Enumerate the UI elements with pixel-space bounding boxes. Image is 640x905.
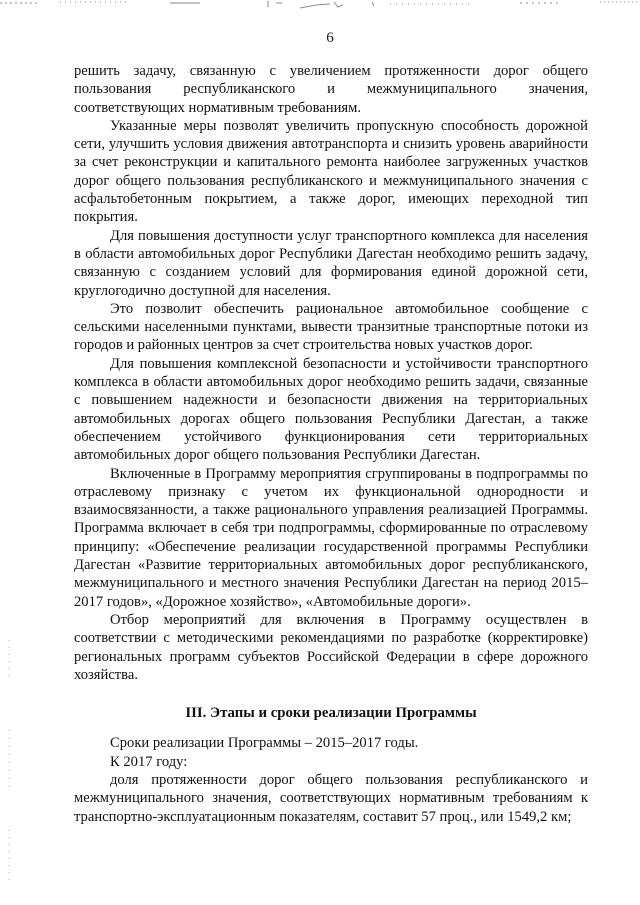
- paragraph-3: Для повышения доступности услуг транспортного комплекса для населения в области автомобильных дорог Республики Дагестан необходимо решить задачу, связанную с созданием условий для формирования единой дорожной сети, круглогодично доступной для населения.: [74, 227, 588, 299]
- section-heading: III. Этапы и сроки реализации Программы: [185, 705, 477, 722]
- paragraph-2: Указанные меры позволят увеличить пропускную способность дорожной сети, улучшить условия движения автотранспорта и снизить уровень аварийности за счет реконструкции и капитального ремонта наиболее загруженных участков дорог общего пользования республиканского и межмуниципального значения с асфальтобетонным покрытием, а также дорог, имеющих переходной тип покрытия.: [74, 117, 588, 226]
- paragraph-7: Отбор мероприятий для включения в Программу осуществлен в соответствии с методическими рекомендациями по разработке (корректировке) региональных программ субъектов Российской Федерации в сфере дорожного хозяйства.: [74, 611, 588, 683]
- scan-noise-marks-left: [6, 640, 12, 880]
- paragraph-1: решить задачу, связанную с увеличением протяженности дорог общего пользования республиканского и межмуниципального значения, соответствующих нормативным требованиям.: [74, 63, 588, 116]
- scan-noise-marks: [0, 0, 640, 14]
- scan-artifacts-top: [0, 0, 640, 14]
- section-paragraph-3: доля протяженности дорог общего пользования республиканского и межмуниципального значения, соответствующих нормативным требованиям к транспортно-эксплуатационным показателям, составит 57 проц., или 1549,2 км;: [74, 771, 588, 825]
- paragraph-4: Это позволит обеспечить рациональное автомобильное сообщение с сельскими населенными пунктами, вывести транзитные транспортные потоки из городов и районных центров за счет строительства новых участков дорог.: [74, 300, 588, 354]
- section-paragraph-1: Сроки реализации Программы – 2015–2017 годы.: [110, 735, 419, 752]
- paragraph-5: Для повышения комплексной безопасности и устойчивости транспортного комплекса в области автомобильных дорог необходимо решить задачи, связанные с повышением надежности и безопасности движения на территориальных автомобильных дорогах общего пользования Республики Дагестан, а также обеспечением устойчивого функционирования сети территориальных автомобильных дорог общего пользования Республики Дагестан.: [74, 355, 588, 464]
- document-body: [74, 62, 588, 826]
- page-number: 6: [326, 30, 334, 46]
- scan-artifacts-left: [6, 640, 12, 880]
- section-paragraph-2: К 2017 году:: [110, 753, 188, 770]
- paragraph-6: Включенные в Программу мероприятия сгруппированы в подпрограммы по отраслевому признаку с учетом их функциональной однородности и взаимосвязанности, а также рационального управления реализацией Программы. Программа включает в себя три подпрограммы, сформированные по отраслевому принципу: «Обеспечение реализации государственной программы Республики Дагестан «Развитие территориальных автомобильных дорог республиканского, межмуниципального и местного значения Республики Дагестан на период 2015–2017 годов», «Дорожное хозяйство», «Автомобильные дороги».: [74, 465, 588, 610]
